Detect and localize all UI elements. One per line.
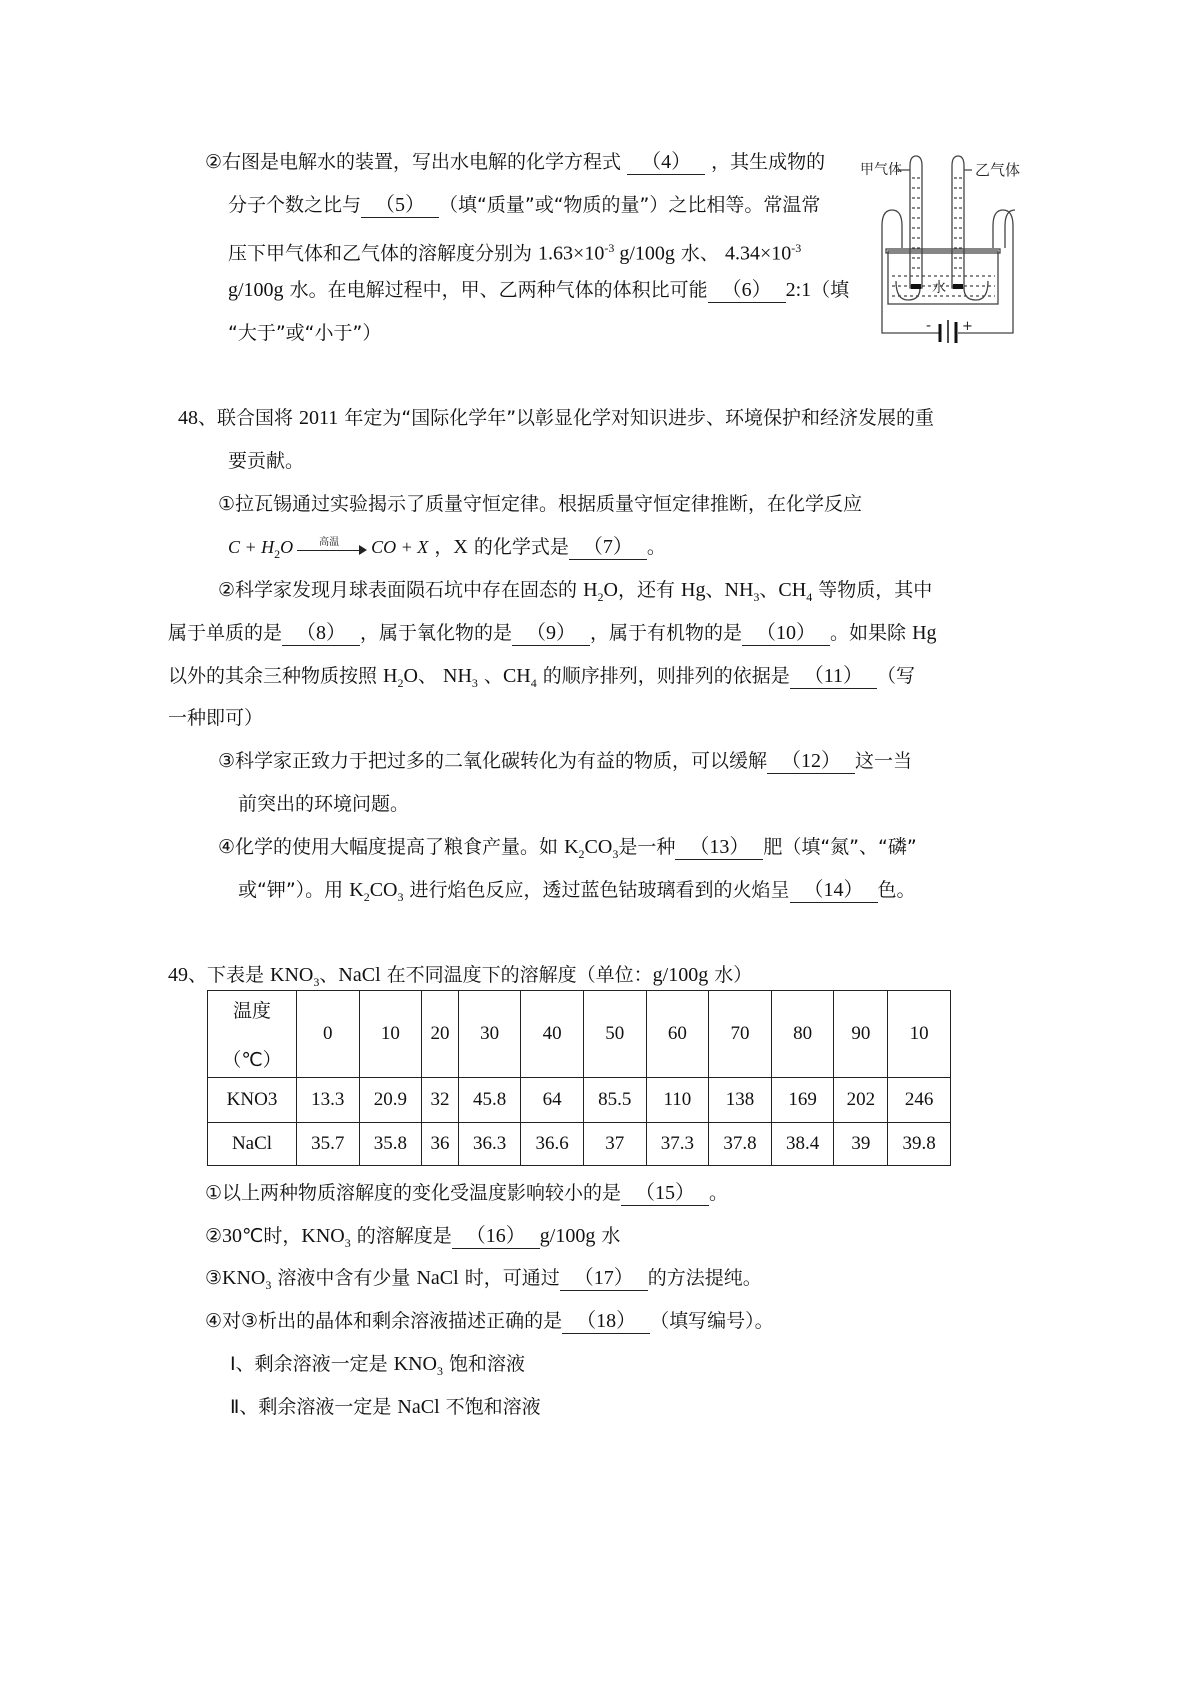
solubility-cell: 64 [521, 1078, 584, 1123]
text-segment: 这一当 [855, 750, 913, 772]
text-segment: 、 [319, 964, 339, 986]
latin-text: Hg [912, 622, 937, 644]
text-segment: 等物质，其中 [812, 579, 933, 601]
subscript: 4 [806, 589, 813, 604]
reaction-condition: 高温 [319, 536, 340, 548]
text-line [218, 576, 932, 604]
text-line [168, 961, 752, 989]
solubility-cell: 35.8 [359, 1123, 422, 1166]
text-segment: ，属于氧化物的是 [360, 622, 513, 644]
text-segment: 进行焰色反应，透过蓝色钴玻璃看到的火焰呈 [403, 879, 790, 901]
arrow-shaft [297, 550, 361, 551]
text-segment: 前突出的环境问题。 [238, 793, 410, 815]
text-segment: ③ [205, 1267, 223, 1289]
solubility-cell: 37.8 [709, 1123, 772, 1166]
solubility-cell: 169 [771, 1078, 834, 1123]
positive-terminal-label: + [962, 319, 973, 334]
latin-text: NH [443, 665, 472, 687]
answer-blank: （5） [361, 193, 439, 218]
equation-term: O [280, 537, 294, 557]
text-segment: 以外的其余三种物质按照 [168, 665, 384, 687]
superscript: -3 [791, 241, 802, 255]
latin-text: CO [584, 836, 613, 858]
text-segment: 年定为“国际化学年”以彰显化学对知识进步、环境保护和经济发展的重 [338, 407, 935, 429]
text-line [230, 1393, 541, 1421]
answer-blank: （14） [790, 878, 878, 903]
text-line [228, 234, 802, 265]
text-segment: 的溶解度是 [350, 1225, 452, 1247]
solubility-cell: 37 [583, 1123, 646, 1166]
text-segment: ②科学家发现月球表面陨石坑中存在固态的 [218, 579, 584, 601]
latin-text: CH [778, 579, 807, 601]
answer-blank: （16） [452, 1224, 540, 1249]
text-segment: ④对③析出的晶体和剩余溶液描述正确的是 [205, 1310, 563, 1332]
latin-text: 1.63×10 [538, 242, 605, 265]
answer-blank: （11） [790, 664, 877, 689]
text-segment: 要贡献。 [228, 450, 305, 472]
solubility-cell: 85.5 [583, 1078, 646, 1123]
temperature-cell: 90 [834, 991, 888, 1078]
latin-text: 4.34×10 [724, 242, 792, 265]
temperature-cell: 40 [521, 991, 584, 1078]
latin-text: KNO [393, 1353, 437, 1375]
text-segment: 、联合国将 [198, 407, 300, 429]
text-segment: 水、 [674, 242, 725, 265]
temperature-cell: 60 [646, 991, 709, 1078]
text-segment: 、 [705, 579, 725, 601]
answer-blank: （8） [282, 621, 360, 646]
answer-blank: （18） [562, 1309, 650, 1334]
temperature-cell: 0 [297, 991, 360, 1078]
text-segment: 。 [709, 1182, 729, 1204]
row-label: NaCl [208, 1123, 297, 1166]
solubility-cell: 138 [709, 1078, 772, 1123]
latin-text: 30 [222, 1225, 243, 1247]
answer-blank: （17） [560, 1266, 648, 1291]
text-segment: ④化学的使用大幅度提高了粮食产量。如 [218, 836, 565, 858]
latin-text: Hg [681, 579, 706, 601]
subscript: 3 [612, 846, 619, 861]
latin-text: NaCl [338, 964, 381, 986]
equation-term: C + H [228, 537, 275, 557]
text-segment: 。 [646, 536, 666, 558]
text-segment: ①以上两种物质溶解度的变化受温度影响较小的是 [205, 1182, 622, 1204]
solubility-cell: 246 [888, 1078, 951, 1123]
arrow-head [359, 545, 367, 555]
latin-text: 48 [178, 407, 198, 429]
temperature-cell: 10 [359, 991, 422, 1078]
solubility-cell: 13.3 [297, 1078, 360, 1123]
solubility-cell: 39.8 [888, 1123, 951, 1166]
text-segment: ②右图是电解水的装置，写出水电解的化学方程式 [205, 151, 628, 173]
latin-text: CO [369, 879, 398, 901]
solubility-cell: 36.6 [521, 1123, 584, 1166]
temperature-header [208, 991, 297, 1078]
text-segment: 、下表是 [188, 964, 271, 986]
text-segment: Ⅱ、剩余溶液一定是 [230, 1396, 398, 1418]
subscript: 2 [597, 589, 604, 604]
subscript: 3 [313, 974, 320, 989]
latin-text: O [603, 579, 618, 601]
table-row [208, 1123, 951, 1166]
latin-text: g/100g [539, 1225, 596, 1247]
solubility-cell: 32 [422, 1078, 459, 1123]
text-line [228, 447, 304, 475]
subscript: 3 [437, 1363, 443, 1378]
text-line [218, 747, 912, 775]
text-line [218, 833, 917, 861]
solubility-cell: 35.7 [297, 1123, 360, 1166]
latin-text: H [583, 579, 598, 601]
text-segment: 、 [477, 665, 503, 687]
gas-b-label: 乙气体 [975, 161, 1020, 179]
text-line [205, 1179, 728, 1207]
text-segment: 。如果除 [830, 622, 913, 644]
text-line [205, 1307, 774, 1335]
temperature-cell: 70 [709, 991, 772, 1078]
solubility-cell: 36 [422, 1123, 459, 1166]
text-line [238, 876, 916, 904]
text-segment: “大于”或“小于”） [228, 322, 382, 344]
table-row [208, 1078, 951, 1123]
answer-blank: （12） [767, 749, 855, 774]
answer-blank: （10） [742, 621, 830, 646]
latin-text: K [349, 879, 364, 901]
text-segment: 不饱和溶液 [439, 1396, 541, 1418]
text-segment: 压下甲气体和乙气体的溶解度分别为 [228, 242, 539, 265]
text-line [168, 619, 937, 647]
solubility-cell: 38.4 [771, 1123, 834, 1166]
gas-a-label: 甲气体 [860, 162, 902, 178]
solubility-cell: 20.9 [359, 1078, 422, 1123]
solubility-table [207, 990, 951, 1166]
text-line [168, 704, 263, 732]
subscript: 3 [471, 675, 478, 690]
text-segment: 在不同温度下的溶解度（单位： [380, 964, 653, 986]
answer-blank: （4） [627, 150, 705, 175]
superscript: -3 [604, 241, 615, 255]
temperature-cell: 30 [458, 991, 521, 1078]
text-segment: Ⅰ、剩余溶液一定是 [230, 1353, 394, 1375]
text-segment: 肥（填“氮”、“磷” [763, 836, 917, 858]
text-line [228, 191, 820, 219]
temperature-cell: 80 [771, 991, 834, 1078]
text-segment: （填 [811, 279, 850, 301]
text-line [228, 533, 666, 561]
header-unit: （℃） [222, 1049, 282, 1071]
electrolysis-apparatus-diagram [860, 148, 1020, 343]
text-segment: 是一种 [618, 836, 676, 858]
temperature-cell: 20 [422, 991, 459, 1078]
text-segment: ， [428, 536, 454, 558]
text-segment: （填“质量”或“物质的量”）之比相等。常温常 [439, 194, 821, 216]
text-segment: 色。 [877, 879, 916, 901]
text-segment: 、 [417, 665, 443, 687]
row-label: KNO3 [208, 1078, 297, 1123]
subscript: 3 [753, 589, 760, 604]
subscript: 4 [530, 675, 537, 690]
subscript: 2 [274, 546, 281, 561]
solubility-cell: 110 [646, 1078, 709, 1123]
latin-text: NH [724, 579, 754, 601]
text-line [205, 1222, 620, 1250]
text-line [228, 319, 381, 347]
header-label: 温度 [232, 1000, 271, 1022]
subscript: 2 [578, 846, 585, 861]
answer-blank: （7） [569, 535, 647, 560]
negative-terminal-label: - [926, 318, 932, 334]
solubility-cell: 39 [834, 1123, 888, 1166]
text-segment: 水 [595, 1225, 621, 1247]
latin-text: g/100g [228, 279, 284, 301]
text-segment: ③科学家正致力于把过多的二氧化碳转化为有益的物质，可以缓解 [218, 750, 768, 772]
text-segment: 的方法提纯。 [647, 1267, 762, 1289]
latin-text: X [453, 536, 468, 558]
text-line [238, 790, 409, 818]
solubility-cell: 37.3 [646, 1123, 709, 1166]
text-segment: ，其生成物的 [705, 151, 826, 173]
latin-text: K [564, 836, 579, 858]
equation-term: CO + X [371, 537, 429, 557]
text-segment: 溶液中含有少量 [271, 1267, 417, 1289]
text-segment: 时，可通过 [458, 1267, 560, 1289]
subscript: 3 [265, 1277, 272, 1292]
subscript: 3 [344, 1235, 351, 1250]
solubility-cell: 45.8 [458, 1078, 521, 1123]
latin-text: g/100g [614, 242, 675, 265]
latin-text: H [383, 665, 398, 687]
latin-text: 2011 [299, 407, 339, 429]
text-segment: 的顺序排列，则排列的依据是 [536, 665, 790, 687]
reaction-arrow-icon [297, 536, 367, 555]
answer-blank: （9） [512, 621, 590, 646]
solubility-cell: 36.3 [458, 1123, 521, 1166]
answer-blank: （13） [675, 835, 763, 860]
text-segment: 饱和溶液 [443, 1353, 526, 1375]
temperature-cell: 10 [888, 991, 951, 1078]
text-line [168, 662, 915, 690]
water-label: 水 [932, 280, 946, 296]
text-segment: 属于单质的是 [168, 622, 283, 644]
text-segment: （写 [877, 665, 916, 687]
text-segment: 分子个数之比与 [228, 194, 362, 216]
answer-blank: （15） [621, 1181, 709, 1206]
table-header-row [208, 991, 951, 1078]
text-segment: （填写编号）。 [650, 1310, 774, 1332]
latin-text: 2:1 [785, 279, 812, 301]
text-segment: ② [205, 1225, 223, 1247]
latin-text: 49 [168, 964, 188, 986]
latin-text: NaCl [397, 1396, 440, 1418]
latin-text: g/100g [652, 964, 709, 986]
text-segment: 、 [759, 579, 779, 601]
text-segment: 水） [708, 964, 753, 986]
latin-text: KNO [270, 964, 314, 986]
text-segment: 的化学式是 [467, 536, 569, 558]
text-segment: 水。在电解过程中，甲、乙两种气体的体积比可能 [283, 279, 708, 301]
subscript: 3 [397, 889, 404, 904]
text-line [230, 1350, 525, 1378]
latin-text: O [403, 665, 418, 687]
text-line [178, 404, 934, 432]
text-segment: ℃时， [242, 1225, 302, 1247]
text-line [205, 1264, 762, 1292]
temperature-cell: 50 [583, 991, 646, 1078]
text-segment: 一种即可） [168, 707, 264, 729]
latin-text: CH [502, 665, 531, 687]
text-segment: ①拉瓦锡通过实验揭示了质量守恒定律。根据质量守恒定律推断，在化学反应 [218, 493, 863, 515]
text-line [228, 276, 849, 304]
subscript: 2 [397, 675, 404, 690]
latin-text: NaCl [416, 1267, 459, 1289]
text-segment: 或“钾”）。用 [238, 879, 350, 901]
text-line [218, 490, 862, 518]
subscript: 2 [363, 889, 370, 904]
latin-text: KNO [301, 1225, 345, 1247]
text-segment: ，属于有机物的是 [590, 622, 743, 644]
text-segment: ，还有 [617, 579, 682, 601]
text-line [205, 148, 825, 176]
solubility-cell: 202 [834, 1078, 888, 1123]
latin-text: KNO [222, 1267, 266, 1289]
answer-blank: （6） [708, 278, 786, 303]
